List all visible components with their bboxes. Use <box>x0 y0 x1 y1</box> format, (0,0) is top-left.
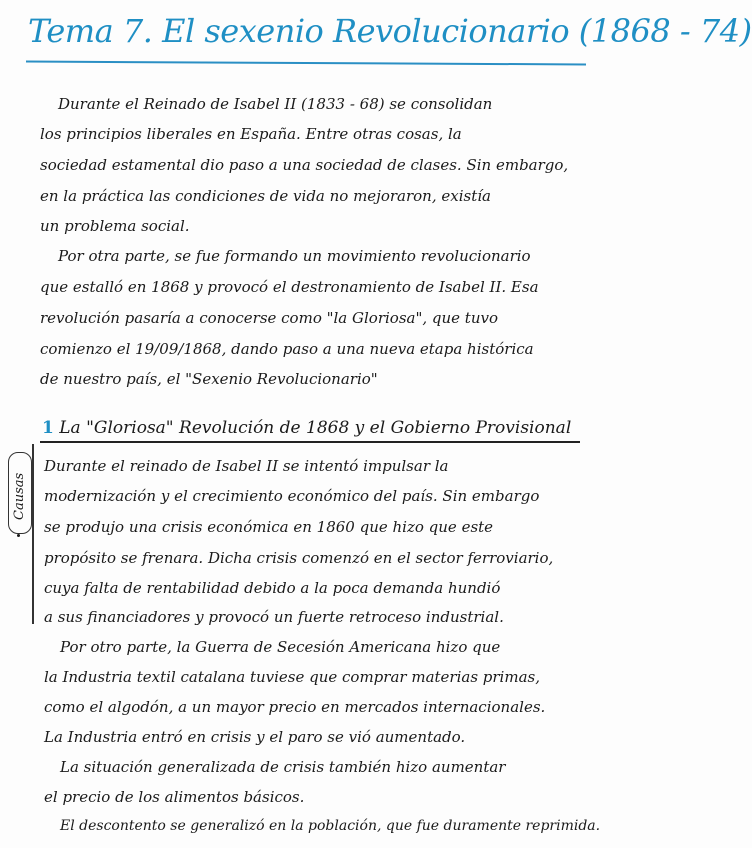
intro-line: comienzo el 19/09/1868, dando paso a una nueva etapa histórica <box>40 340 534 358</box>
section-title: La "Gloriosa" Revolución de 1868 y el Gobierno Provisional <box>59 418 572 438</box>
section-line: a sus financiadores y provocó un fuerte retroceso industrial. <box>44 608 504 626</box>
causas-bracket <box>32 444 34 624</box>
section-line: La Industria entró en crisis y el paro se vió aumentado. <box>44 728 466 746</box>
section-line: el precio de los alimentos básicos. <box>44 788 305 806</box>
intro-line: un problema social. <box>40 217 190 235</box>
section-line: La situación generalizada de crisis también hizo aumentar <box>60 758 506 776</box>
section-line: propósito se frenara. Dicha crisis comenzó en el sector ferroviario, <box>44 549 554 567</box>
intro-line: Por otra parte, se fue formando un movimiento revolucionario <box>58 247 531 265</box>
intro-line: Durante el Reinado de Isabel II (1833 - 68) se consolidan <box>58 95 493 113</box>
section-number: 1 <box>42 418 54 438</box>
intro-line: sociedad estamental dio paso a una sociedad de clases. Sin embargo, <box>40 156 569 174</box>
intro-line: de nuestro país, el "Sexenio Revolucionario" <box>40 370 378 388</box>
intro-line: los principios liberales en España. Entre otras cosas, la <box>40 125 462 143</box>
intro-line: en la práctica las condiciones de vida no mejoraron, existía <box>40 187 491 205</box>
section-line: la Industria textil catalana tuviese que comprar materias primas, <box>44 668 540 686</box>
section-line: como el algodón, a un mayor precio en mercados internacionales. <box>44 698 546 716</box>
title-underline <box>26 61 586 66</box>
page-title: Tema 7. El sexenio Revolucionario (1868 - 74) <box>28 12 752 50</box>
causas-bullet <box>17 534 20 537</box>
section-line: Durante el reinado de Isabel II se intentó impulsar la <box>44 457 449 475</box>
section-line: Por otro parte, la Guerra de Secesión Americana hizo que <box>60 638 501 656</box>
section-line: El descontento se generalizó en la población, que fue duramente reprimida. <box>60 818 601 834</box>
section-heading <box>42 418 571 438</box>
section-line: se produjo una crisis económica en 1860 que hizo que este <box>44 518 494 536</box>
section-line: modernización y el crecimiento económico del país. Sin embargo <box>44 487 540 505</box>
section-line: cuya falta de rentabilidad debido a la poca demanda hundió <box>44 579 501 597</box>
section-underline <box>40 441 580 443</box>
intro-line: revolución pasaría a conocerse como "la Gloriosa", que tuvo <box>40 309 499 327</box>
causas-label: Causas <box>12 472 27 520</box>
intro-line: que estalló en 1868 y provocó el destronamiento de Isabel II. Esa <box>40 278 539 296</box>
